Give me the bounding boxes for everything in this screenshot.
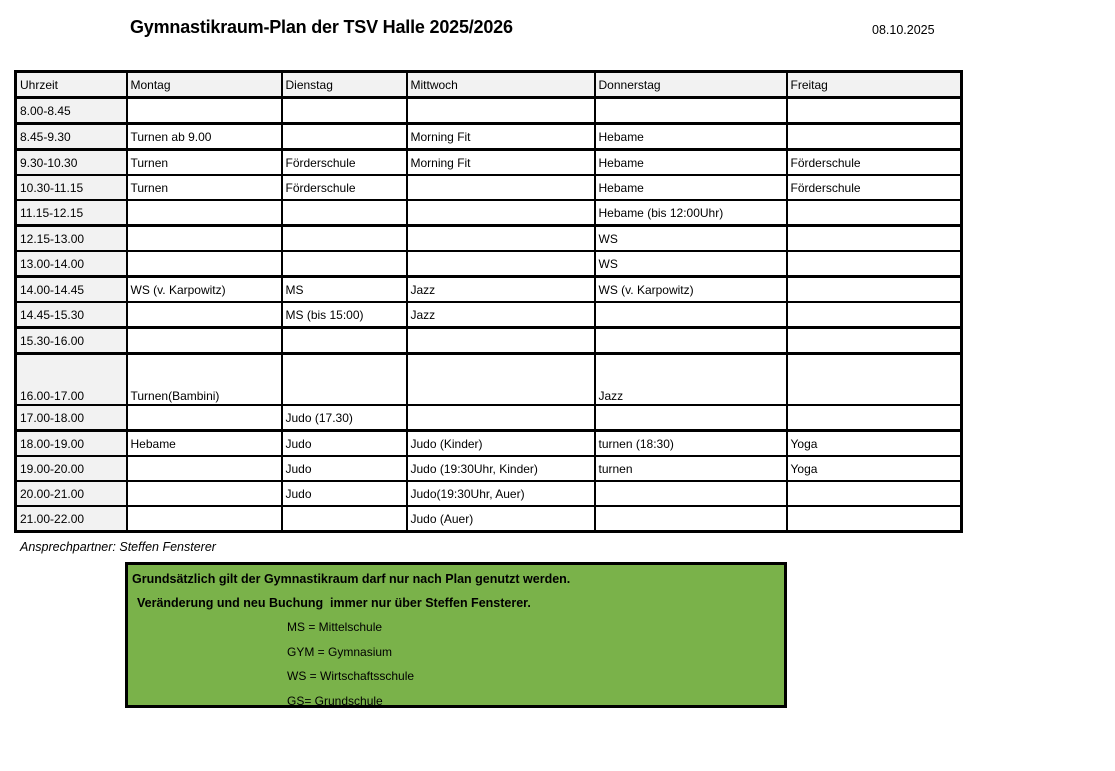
schedule-cell xyxy=(407,175,595,200)
schedule-cell xyxy=(787,354,962,406)
notice-legend xyxy=(132,615,780,713)
schedule-cell: WS (v. Karpowitz) xyxy=(127,277,282,303)
schedule-cell xyxy=(595,405,787,431)
table-row xyxy=(16,405,962,431)
schedule-cell: Förderschule xyxy=(787,175,962,200)
table-row xyxy=(16,98,962,124)
schedule-cell: Yoga xyxy=(787,431,962,457)
notice-booking-line: Veränderung und neu Buchung immer nur über Steffen Fensterer. xyxy=(137,596,531,610)
schedule-cell xyxy=(787,200,962,226)
schedule-cell: WS xyxy=(595,251,787,277)
schedule-cell: Hebame xyxy=(127,431,282,457)
schedule-cell: Turnen ab 9.00 xyxy=(127,124,282,150)
schedule-cell xyxy=(407,354,595,406)
table-row xyxy=(16,150,962,176)
notice-box xyxy=(125,562,787,708)
schedule-cell xyxy=(595,481,787,506)
column-header-uhrzeit: Uhrzeit xyxy=(16,72,127,98)
legend-item-ms: MS = Mittelschule xyxy=(287,620,383,634)
schedule-cell xyxy=(127,481,282,506)
schedule-cell xyxy=(407,226,595,252)
schedule-cell: WS xyxy=(595,226,787,252)
schedule-cell xyxy=(407,328,595,354)
schedule-cell xyxy=(787,302,962,328)
schedule-cell xyxy=(127,98,282,124)
schedule-cell: MS (bis 15:00) xyxy=(282,302,407,328)
column-header-freitag: Freitag xyxy=(787,72,962,98)
time-cell: 14.00-14.45 xyxy=(16,277,127,303)
schedule-cell: Morning Fit xyxy=(407,124,595,150)
table-row xyxy=(16,354,962,406)
schedule-cell xyxy=(787,124,962,150)
time-cell: 19.00-20.00 xyxy=(16,456,127,481)
time-cell: 8.00-8.45 xyxy=(16,98,127,124)
schedule-cell xyxy=(127,226,282,252)
schedule-cell: Judo (Kinder) xyxy=(407,431,595,457)
time-cell: 10.30-11.15 xyxy=(16,175,127,200)
schedule-cell xyxy=(787,405,962,431)
notice-rule-line: Grundsätzlich gilt der Gymnastikraum darf nur nach Plan genutzt werden. xyxy=(132,572,571,586)
contact-line: Ansprechpartner: Steffen Fensterer xyxy=(20,540,216,554)
schedule-cell xyxy=(127,302,282,328)
schedule-cell: Judo xyxy=(282,456,407,481)
time-cell: 20.00-21.00 xyxy=(16,481,127,506)
schedule-cell xyxy=(787,481,962,506)
time-cell: 21.00-22.00 xyxy=(16,506,127,532)
time-cell: 14.45-15.30 xyxy=(16,302,127,328)
schedule-cell xyxy=(127,456,282,481)
time-cell: 18.00-19.00 xyxy=(16,431,127,457)
schedule-cell: Hebame xyxy=(595,175,787,200)
schedule-cell: Turnen xyxy=(127,175,282,200)
table-row xyxy=(16,302,962,328)
schedule-cell: Judo (Auer) xyxy=(407,506,595,532)
table-row xyxy=(16,328,962,354)
schedule-cell: WS (v. Karpowitz) xyxy=(595,277,787,303)
schedule-cell xyxy=(787,328,962,354)
schedule-cell xyxy=(127,405,282,431)
schedule-cell xyxy=(282,98,407,124)
schedule-cell: Turnen(Bambini) xyxy=(127,354,282,406)
schedule-cell xyxy=(282,328,407,354)
schedule-cell xyxy=(595,506,787,532)
schedule-cell xyxy=(787,251,962,277)
legend-item-gym: GYM = Gymnasium xyxy=(287,644,393,659)
schedule-cell xyxy=(282,200,407,226)
table-row xyxy=(16,277,962,303)
schedule-cell xyxy=(787,226,962,252)
schedule-cell: Förderschule xyxy=(282,150,407,176)
schedule-cell xyxy=(595,302,787,328)
schedule-table xyxy=(14,70,963,533)
schedule-cell: Judo(19:30Uhr, Auer) xyxy=(407,481,595,506)
column-header-donnerstag: Donnerstag xyxy=(595,72,787,98)
schedule-cell xyxy=(127,328,282,354)
schedule-cell: Judo (19:30Uhr, Kinder) xyxy=(407,456,595,481)
column-header-montag: Montag xyxy=(127,72,282,98)
time-cell: 13.00-14.00 xyxy=(16,251,127,277)
schedule-cell: Förderschule xyxy=(787,150,962,176)
table-row xyxy=(16,456,962,481)
schedule-cell xyxy=(407,200,595,226)
schedule-cell xyxy=(127,506,282,532)
schedule-cell xyxy=(282,354,407,406)
schedule-cell: Jazz xyxy=(595,354,787,406)
schedule-cell: Hebame xyxy=(595,124,787,150)
schedule-cell: Jazz xyxy=(407,302,595,328)
schedule-cell xyxy=(282,506,407,532)
column-header-mittwoch: Mittwoch xyxy=(407,72,595,98)
legend-item-gs: GS= Grundschule xyxy=(287,693,383,708)
schedule-cell: Hebame (bis 12:00Uhr) xyxy=(595,200,787,226)
table-row xyxy=(16,124,962,150)
schedule-cell xyxy=(282,124,407,150)
schedule-cell: Turnen xyxy=(127,150,282,176)
table-row xyxy=(16,481,962,506)
schedule-cell: Förderschule xyxy=(282,175,407,200)
document-date: 08.10.2025 xyxy=(872,23,935,37)
schedule-cell: MS xyxy=(282,277,407,303)
schedule-cell xyxy=(127,251,282,277)
schedule-cell: Morning Fit xyxy=(407,150,595,176)
schedule-cell xyxy=(407,251,595,277)
time-cell: 12.15-13.00 xyxy=(16,226,127,252)
time-cell: 8.45-9.30 xyxy=(16,124,127,150)
schedule-cell xyxy=(595,98,787,124)
table-row xyxy=(16,506,962,532)
schedule-cell: turnen (18:30) xyxy=(595,431,787,457)
time-cell: 17.00-18.00 xyxy=(16,405,127,431)
time-cell: 9.30-10.30 xyxy=(16,150,127,176)
schedule-body xyxy=(16,98,962,532)
table-row xyxy=(16,251,962,277)
table-row xyxy=(16,175,962,200)
schedule-cell xyxy=(282,226,407,252)
schedule-cell xyxy=(407,405,595,431)
schedule-cell xyxy=(407,98,595,124)
page-title: Gymnastikraum-Plan der TSV Halle 2025/2026 xyxy=(130,17,513,37)
table-row xyxy=(16,226,962,252)
time-cell: 11.15-12.15 xyxy=(16,200,127,226)
time-cell: 15.30-16.00 xyxy=(16,328,127,354)
legend-item-ws: WS = Wirtschaftsschule xyxy=(287,669,415,683)
schedule-cell xyxy=(282,251,407,277)
time-cell: 16.00-17.00 xyxy=(16,354,127,406)
schedule-cell xyxy=(787,277,962,303)
column-header-dienstag: Dienstag xyxy=(282,72,407,98)
header-row xyxy=(16,72,962,98)
schedule-cell xyxy=(787,506,962,532)
schedule-cell xyxy=(595,328,787,354)
schedule-cell xyxy=(787,98,962,124)
schedule-cell: Jazz xyxy=(407,277,595,303)
schedule-cell: Judo xyxy=(282,481,407,506)
schedule-cell xyxy=(127,200,282,226)
schedule-cell: Yoga xyxy=(787,456,962,481)
table-row xyxy=(16,200,962,226)
schedule-cell: Judo (17.30) xyxy=(282,405,407,431)
schedule-cell: turnen xyxy=(595,456,787,481)
schedule-cell: Hebame xyxy=(595,150,787,176)
schedule-cell: Judo xyxy=(282,431,407,457)
table-row xyxy=(16,431,962,457)
